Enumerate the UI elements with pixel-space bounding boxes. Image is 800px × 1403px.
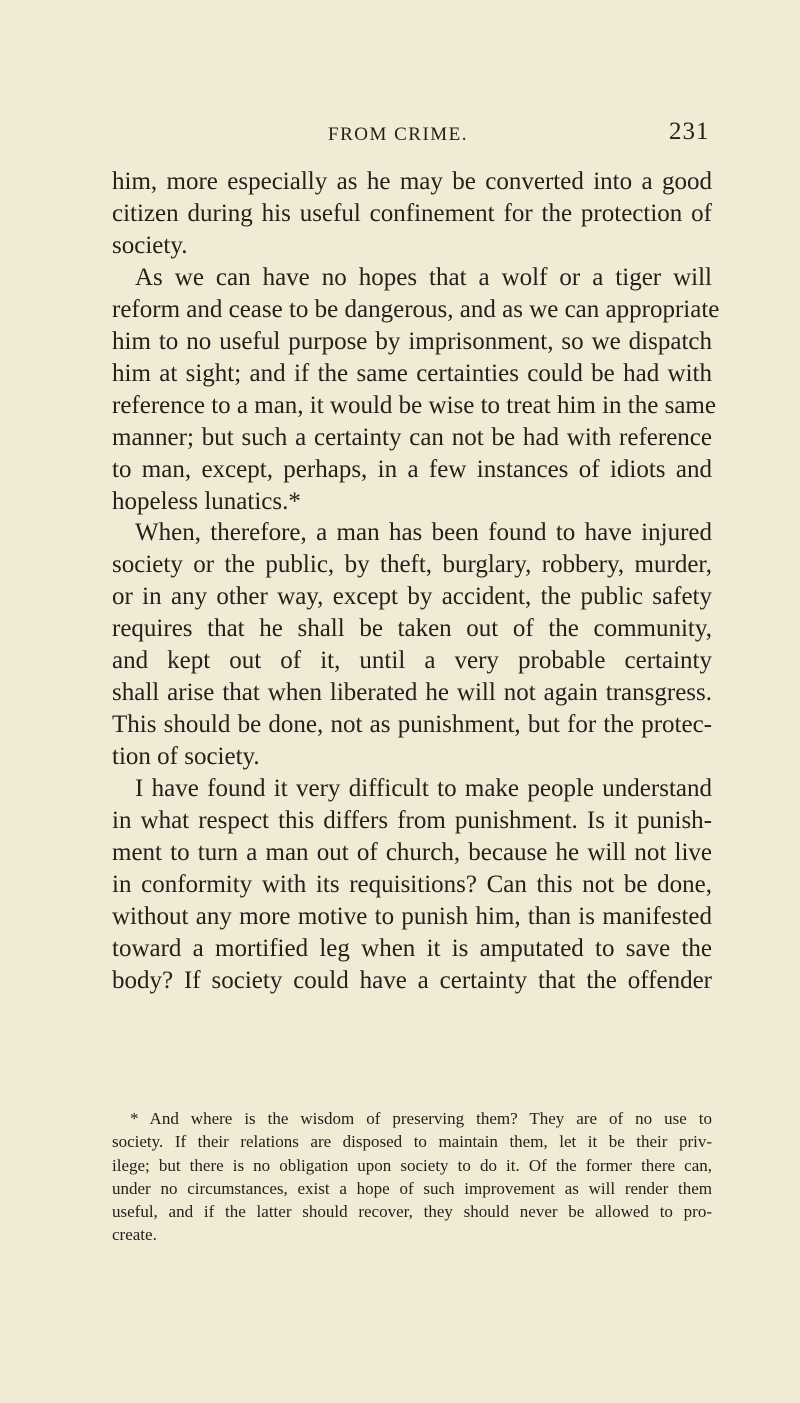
text-line: body? If society could have a certainty that the offender <box>112 966 712 994</box>
text-line: to man, except, perhaps, in a few instances of idiots and <box>112 455 712 483</box>
text-line: citizen during his useful confinement for the protection of <box>112 199 712 227</box>
paragraph-start-line: As we can have no hopes that a wolf or a tiger will <box>135 263 712 291</box>
paragraph-start-line: I have found it very difficult to make people understand <box>135 775 712 803</box>
footnote <box>112 1107 712 1247</box>
text-line: tion of society. <box>112 743 260 771</box>
text-line: toward a mortified leg when it is amputated to save the <box>112 934 712 962</box>
text-line: shall arise that when liberated he will not again transgress. <box>112 679 712 707</box>
text-line: reference to a man, it would be wise to treat him in the same <box>112 391 716 419</box>
footnote-line: ilege; but there is no obligation upon society to do it. Of the former there can, <box>112 1155 712 1175</box>
text-line: without any more motive to punish him, than is manifested <box>112 902 712 930</box>
text-line: hopeless lunatics.* <box>112 487 301 515</box>
text-line: society. <box>112 231 188 259</box>
text-line: him at sight; and if the same certainties could be had with <box>112 359 712 387</box>
footnote-line: useful, and if the latter should recover, they should never be allowed to pro- <box>112 1202 712 1222</box>
paragraph-start-line: When, therefore, a man has been found to have injured <box>135 519 712 547</box>
text-line: him, more especially as he may be converted into a good <box>112 168 712 195</box>
text-line: in conformity with its requisitions? Can this not be done, <box>112 870 712 898</box>
running-head-title: FROM CRIME. <box>328 124 469 145</box>
text-line: society or the public, by theft, burglary, robbery, murder, <box>112 551 712 579</box>
text-line: him to no useful purpose by imprisonment, so we dispatch <box>112 327 712 355</box>
text-line: in what respect this differs from punishment. Is it punish- <box>112 807 712 835</box>
running-head <box>0 118 800 148</box>
page-number: 231 <box>669 118 710 145</box>
footnote-line: create. <box>112 1225 157 1245</box>
text-line: reform and cease to be dangerous, and as we can appropriate <box>112 295 720 323</box>
text-line: ment to turn a man out of church, because he will not live <box>112 839 712 867</box>
footnote-line: society. If their relations are disposed to maintain them, let it be their priv- <box>112 1132 712 1152</box>
body-text <box>112 166 720 997</box>
text-line: manner; but such a certainty can not be had with reference <box>112 423 712 451</box>
text-line: or in any other way, except by accident, the public safety <box>112 583 712 611</box>
text-line: requires that he shall be taken out of the community, <box>112 615 712 643</box>
text-line: and kept out of it, until a very probable certainty <box>112 647 712 675</box>
footnote-line: under no circumstances, exist a hope of such improvement as will render them <box>112 1178 712 1198</box>
footnote-line: * And where is the wisdom of preserving them? They are of no use to <box>130 1109 712 1128</box>
text-line: This should be done, not as punishment, but for the protec- <box>112 711 712 739</box>
